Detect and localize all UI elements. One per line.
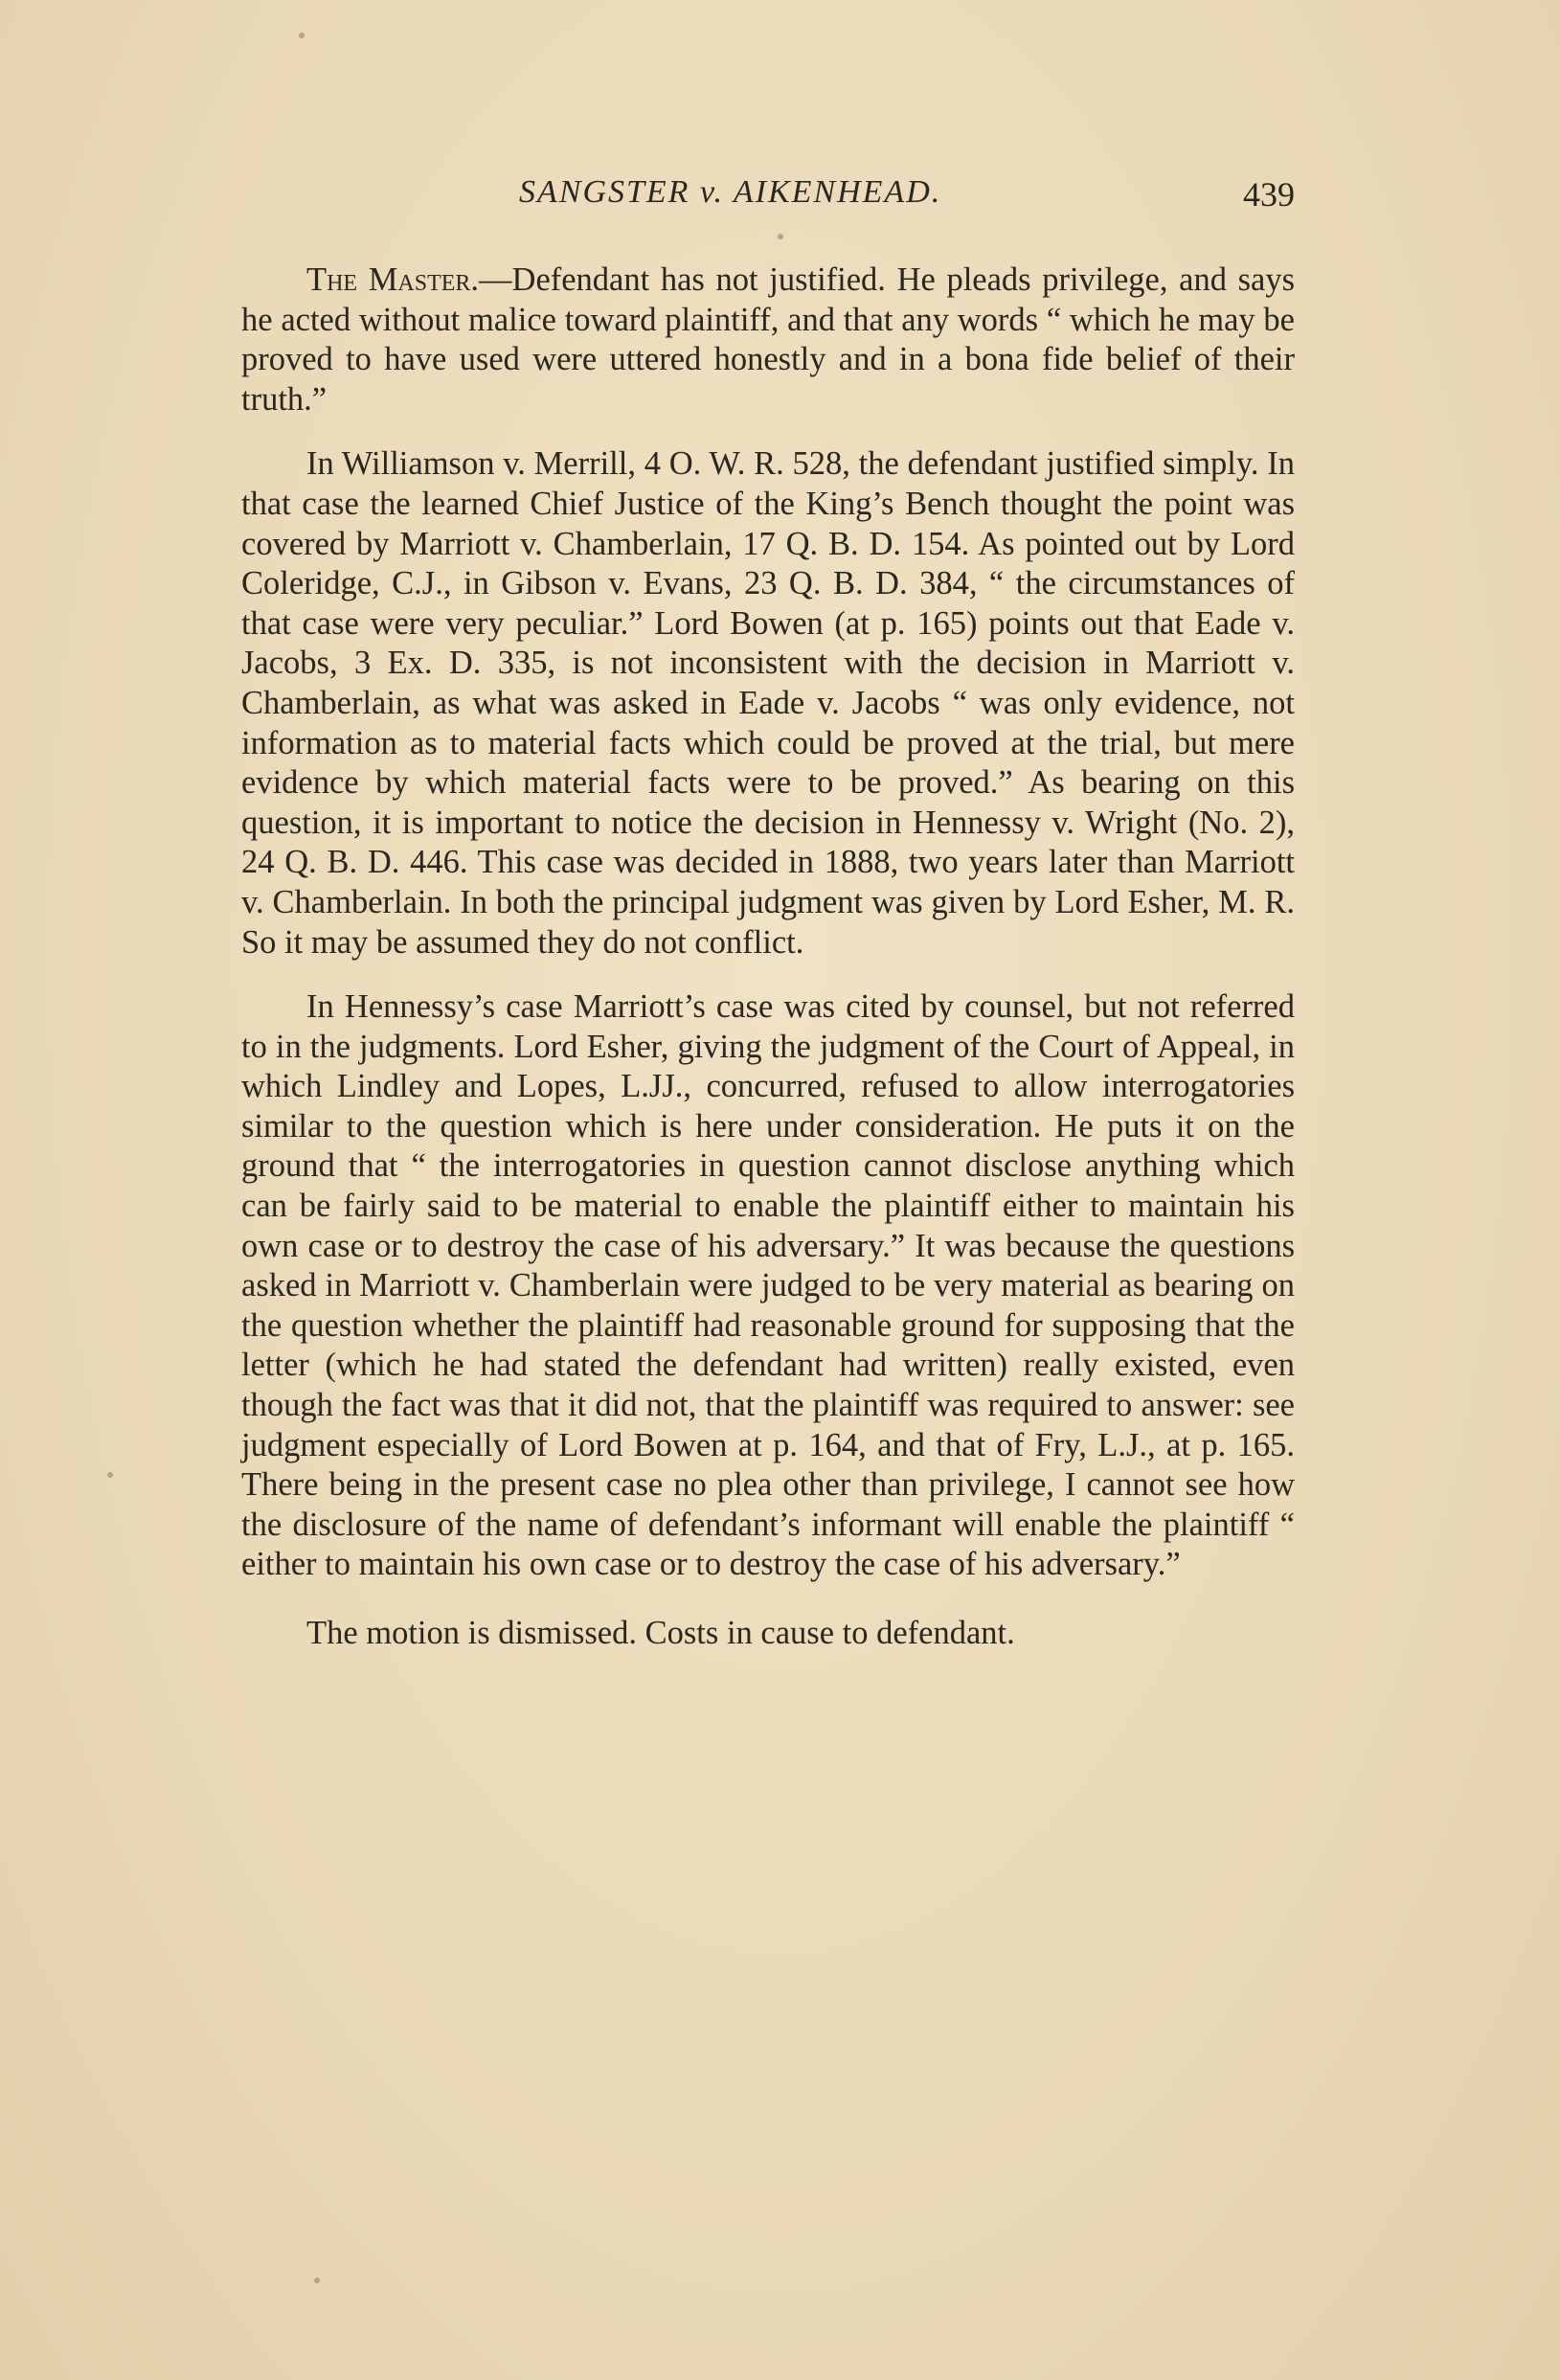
ink-speck <box>299 33 305 38</box>
paragraph-3: In Hennessy’s case Marriott’s case was cited by counsel, but not referred to in the judgments. Lord Esher, giving the judgment of the Court of Appeal, in which Lindley and Lopes, L.JJ., concurred, refused to allow interrogatories similar to the question which is here under consideration. He puts it on the ground that “ the interrogatories in question cannot disclose anything which can be fairly said to be material to enable the plaintiff either to maintain his own case or to destroy the case of his adversary.” It was because the questions asked in Marriott v. Chamberlain were judged to be very material as bearing on the question whether the plaintiff had reasonable ground for supposing that the letter (which he had stated the defendant had written) really existed, even though the fact was that it did not, that the plaintiff was required to answer: see judgment especially of Lord Bowen at p. 164, and that of Fry, L.J., at p. 165. There being in the present case no plea other than privilege, I cannot see how the disclosure of the name of defendant’s informant will enable the plaintiff “ either to maintain his own case or to destroy the case of his adversary.” <box>241 988 1295 1583</box>
paragraph-2: In Williamson v. Merrill, 4 O. W. R. 528, the defendant justified simply. In that case the learned Chief Justice of the King’s Bench thought the point was covered by Marriott v. Chamberlain, 17 Q. B. D. 154. As pointed out by Lord Coleridge, C.J., in Gibson v. Evans, 23 Q. B. D. 384, “ the circumstances of that case were very peculiar.” Lord Bowen (at p. 165) points out that Eade v. Jacobs, 3 Ex. D. 335, is not inconsistent with the decision in Marriott v. Chamberlain, as what was asked in Eade v. Jacobs “ was only evidence, not information as to material facts which could be proved at the trial, but mere evidence by which material facts were to be proved.” As bearing on this question, it is important to notice the decision in Hennessy v. Wright (No. 2), 24 Q. B. D. 446. This case was decided in 1888, two years later than Marriott v. Chamberlain. In both the principal judgment was given by Lord Esher, M. R. So it may be assumed they do not conflict. <box>241 445 1295 961</box>
running-title: SANGSTER v. AIKENHEAD. <box>519 174 942 210</box>
ink-speck <box>778 234 783 239</box>
paragraph-1-text: —Defendant has not justified. He pleads privilege, and says he acted without malice toward plaintiff, and that any words “ which he may be proved to have used were uttered honestly and in a bona fide belief of their truth.” <box>241 261 1296 418</box>
body-text <box>241 261 1295 1679</box>
speaker-label: The Master. <box>306 261 480 298</box>
ink-speck <box>314 2278 320 2283</box>
ink-speck <box>107 1472 113 1478</box>
running-head <box>241 174 1295 222</box>
paragraph-1 <box>241 261 1295 419</box>
page-number: 439 <box>1243 175 1295 214</box>
paragraph-4: The motion is dismissed. Costs in cause to defendant. <box>306 1615 1015 1651</box>
